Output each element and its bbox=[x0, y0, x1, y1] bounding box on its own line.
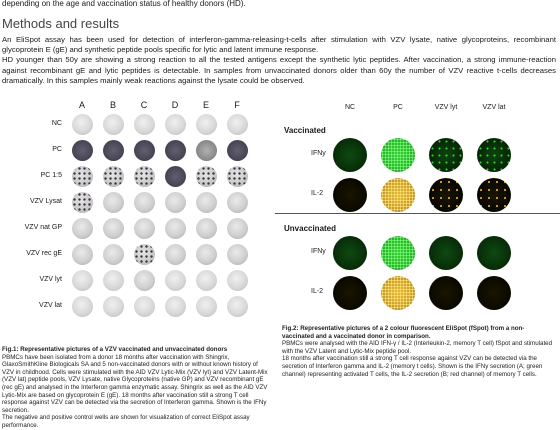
fig2-group-label: Unvaccinated bbox=[284, 224, 337, 233]
methods-paragraph bbox=[2, 35, 556, 86]
figure-1-caption bbox=[2, 346, 270, 430]
elispot-well bbox=[103, 166, 124, 187]
fluorospot-well bbox=[333, 138, 367, 172]
fig2-column-header: VZV lyt bbox=[434, 104, 458, 111]
fluorospot-well bbox=[333, 276, 367, 310]
elispot-well bbox=[227, 166, 248, 187]
fig2-column-header: NC bbox=[344, 104, 356, 111]
fig1-row-label: VZV nat GP bbox=[24, 224, 62, 231]
fluorospot-well bbox=[429, 276, 463, 310]
elispot-well bbox=[103, 270, 124, 291]
group-divider bbox=[275, 213, 560, 214]
elispot-well bbox=[103, 140, 124, 161]
figure-2-caption-body-2: 18 months after vaccination still a strong T cell response against VZV can be detected via the secretion of Interferon gamma and IL-2 (memory t cells). Shown is the IFNy secretion (A; green channel) representing activated T cells, the IL-2 secretion (B; red channel) of memory T cells. bbox=[282, 355, 543, 378]
elispot-well bbox=[72, 218, 93, 239]
fig1-column-header: D bbox=[171, 100, 179, 110]
elispot-well bbox=[196, 244, 217, 265]
fig2-row-label: IFNy bbox=[311, 150, 326, 157]
fluorospot-well bbox=[429, 178, 463, 212]
elispot-well bbox=[134, 244, 155, 265]
elispot-well bbox=[165, 140, 186, 161]
elispot-well bbox=[196, 140, 217, 161]
elispot-well bbox=[103, 192, 124, 213]
elispot-well bbox=[72, 166, 93, 187]
fluorospot-well bbox=[477, 178, 511, 212]
elispot-well bbox=[227, 218, 248, 239]
figure-2-caption-body-1: PBMCs were analysed with the AID IFN-γ / IL-2 (Interleukin-2, memory T cell) fSpot and stimulated with the VZV Latent and Lytic-Mix peptide pool. bbox=[282, 340, 553, 355]
elispot-well bbox=[134, 166, 155, 187]
fig1-column-header: E bbox=[202, 100, 209, 110]
elispot-well bbox=[72, 296, 93, 317]
fig1-row-label: NC bbox=[51, 120, 62, 127]
elispot-well bbox=[134, 114, 155, 135]
elispot-well bbox=[165, 296, 186, 317]
fluorospot-well bbox=[381, 178, 415, 212]
fig2-row-label: IFNy bbox=[311, 248, 326, 255]
elispot-well bbox=[72, 114, 93, 135]
fig2-row-label: IL-2 bbox=[311, 288, 324, 295]
elispot-well bbox=[72, 192, 93, 213]
fig1-row-label: PC bbox=[52, 146, 62, 153]
elispot-well bbox=[134, 140, 155, 161]
elispot-well bbox=[103, 296, 124, 317]
paragraph-1: An EliSpot assay has been used for detection of interferon-gamma-releasing-t-cells after stimulation with VZV lysate, native glycoproteins, recombinant glycoprotein E (gE) and synthetic peptide pools specific for lytic and latent immune response. bbox=[2, 35, 556, 55]
elispot-well bbox=[196, 218, 217, 239]
elispot-well bbox=[227, 296, 248, 317]
elispot-well bbox=[134, 296, 155, 317]
fig1-row-label: VZV rec gE bbox=[26, 250, 62, 257]
elispot-well bbox=[165, 244, 186, 265]
elispot-well bbox=[227, 140, 248, 161]
fig2-column-header: VZV lat bbox=[482, 104, 506, 111]
elispot-well bbox=[227, 192, 248, 213]
intro-line: depending on the age and vaccination status of healthy donors (HD). bbox=[2, 0, 246, 8]
figure-2-fluorospot bbox=[275, 100, 560, 330]
elispot-well bbox=[103, 114, 124, 135]
fluorospot-well bbox=[381, 276, 415, 310]
elispot-well bbox=[134, 218, 155, 239]
figure-2-caption-title: Fig.2: Representative pictures of a 2 colour fluorescent EliSpot (fSpot) from a non-vaccinated and a vaccinated donor in comparison. bbox=[282, 325, 525, 340]
elispot-well bbox=[227, 270, 248, 291]
fig2-group-label: Vaccinated bbox=[284, 126, 326, 135]
fluorospot-well bbox=[381, 236, 415, 270]
elispot-well bbox=[196, 270, 217, 291]
elispot-well bbox=[134, 192, 155, 213]
elispot-well bbox=[165, 192, 186, 213]
fig2-row-label: IL-2 bbox=[311, 190, 324, 197]
fig1-column-header: F bbox=[234, 100, 240, 110]
elispot-well bbox=[227, 244, 248, 265]
fluorospot-well bbox=[477, 138, 511, 172]
elispot-well bbox=[165, 114, 186, 135]
elispot-well bbox=[227, 114, 248, 135]
fig1-row-label: VZV lyt bbox=[39, 276, 62, 283]
fluorospot-well bbox=[429, 236, 463, 270]
elispot-well bbox=[72, 270, 93, 291]
fluorospot-well bbox=[477, 276, 511, 310]
elispot-well bbox=[103, 244, 124, 265]
elispot-well bbox=[196, 114, 217, 135]
elispot-well bbox=[196, 192, 217, 213]
elispot-well bbox=[103, 218, 124, 239]
elispot-well bbox=[72, 244, 93, 265]
fig1-row-label: PC 1:5 bbox=[40, 172, 62, 179]
figure-2-caption bbox=[282, 325, 556, 378]
fluorospot-well bbox=[333, 236, 367, 270]
fig1-column-header: B bbox=[109, 100, 116, 110]
paragraph-2: HD younger than 50y are showing a strong reaction to all the tested antigens except the synthetic lytic peptides. After vaccination, a strong immune-reaction against recombinant gE and lytic peptides is detectable. In samples from unvaccinated donors older than 60y the number of VZV reactive t-cells decreases dramatically. In this samples mainly weak reactions against the lysate could be observed. bbox=[2, 55, 556, 85]
figure-1-elispot-plate bbox=[0, 100, 272, 340]
fluorospot-well bbox=[429, 138, 463, 172]
elispot-well bbox=[165, 166, 186, 187]
fig2-column-header: PC bbox=[393, 104, 403, 111]
fluorospot-well bbox=[477, 236, 511, 270]
figure-1-caption-tail: The negative and positive control wells are shown for visualization of correct EliSpot assay performance. bbox=[2, 414, 250, 429]
fluorospot-well bbox=[333, 178, 367, 212]
figure-1-caption-body: PBMCs have been isolated from a donor 18 months after vaccination with Shingrix, GlaxoSmithKline Biologicals SA and 5 non-vaccinated donors with or without known history of VZV in childhood. Cells were stimulated with the AID VZV Lytic-Mix (VZV lyt) and VZV Latent-Mix (VZV lat) peptide pools, VZV Lysate, native Glycoproteins (native GP) and VZV recombinant gE (rec gE) and analysed in the Interferon gamma enzymatic assay. Shingrix as well as the AID VZV Lytic-Mix are based on glycoprotein E (gE). 18 months after vaccination still a strong T cell response against VZV can be detected via the secretion of Interferon gamma. Shown is the IFNy secretion. bbox=[2, 353, 268, 414]
elispot-well bbox=[134, 270, 155, 291]
fig1-row-label: VZV Lysat bbox=[29, 198, 62, 205]
fig1-column-header: A bbox=[78, 100, 85, 110]
elispot-well bbox=[196, 296, 217, 317]
figure-1-caption-title: Fig.1: Representative pictures of a VZV vaccinated and unvaccinated donors bbox=[2, 346, 228, 353]
fluorospot-well bbox=[381, 138, 415, 172]
elispot-well bbox=[72, 140, 93, 161]
elispot-well bbox=[165, 218, 186, 239]
fig1-column-header: C bbox=[140, 100, 148, 110]
elispot-well bbox=[165, 270, 186, 291]
section-title: Methods and results bbox=[2, 16, 120, 31]
fig1-row-label: VZV lat bbox=[39, 302, 62, 309]
elispot-well bbox=[196, 166, 217, 187]
